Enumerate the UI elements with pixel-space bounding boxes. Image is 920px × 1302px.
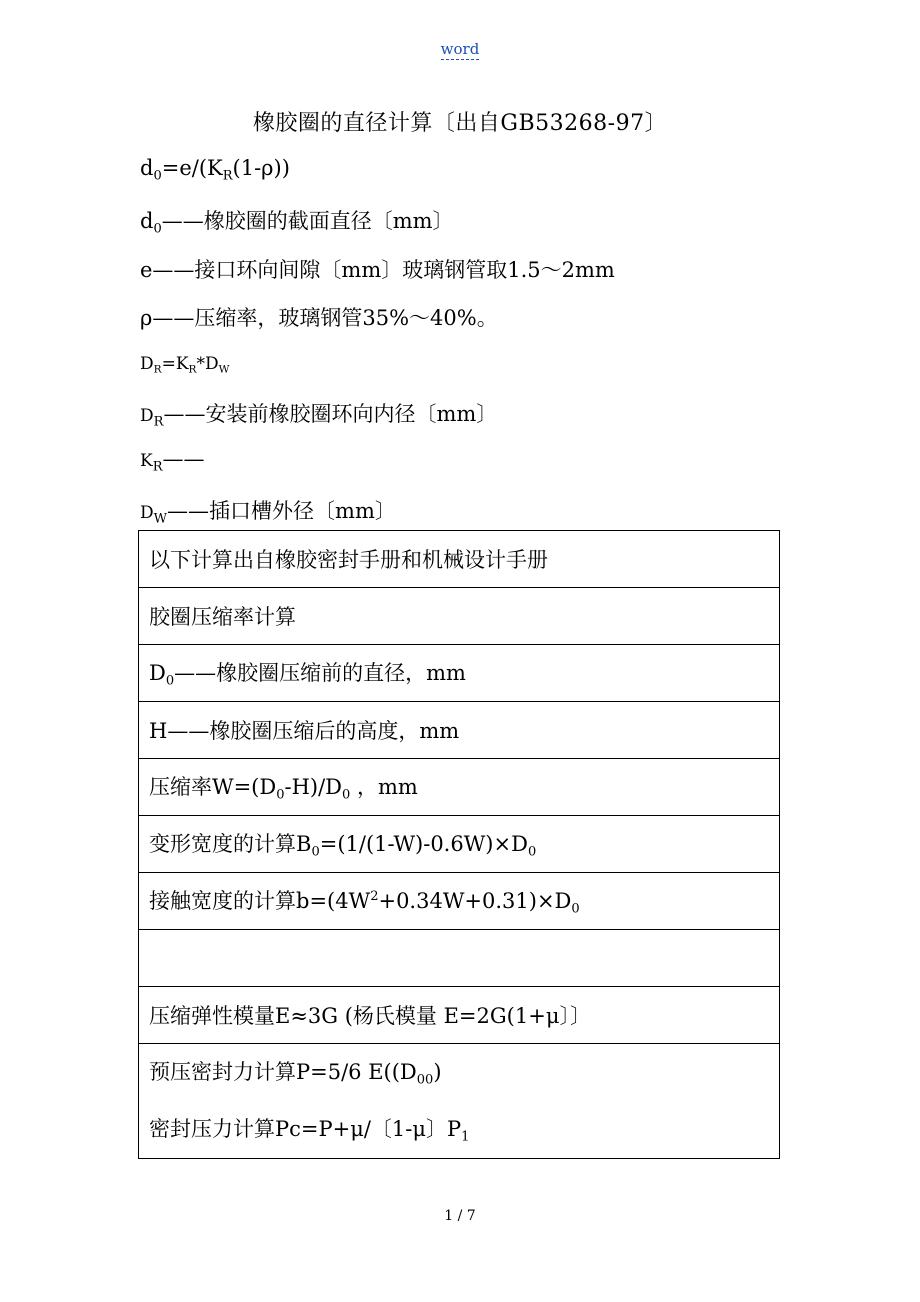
calculation-table <box>138 530 780 1159</box>
table-row <box>139 1044 780 1159</box>
table-row: 接触宽度的计算$b=(4W^2+0.34W+0.31)\times D_0$ <box>139 873 780 930</box>
preload-force-line: 预压密封力计算P=5/6 $E((D_{00})$ <box>149 1060 442 1088</box>
document-title: 橡胶圈的直径计算〔出自GB53268-97〕 <box>252 111 668 136</box>
definition-dr: $D_R——$安装前橡胶圈环向内径〔mm〕 <box>140 402 498 430</box>
page-header <box>0 40 920 58</box>
table-row: H——橡胶圈压缩后的高度，mm <box>139 702 780 759</box>
header-word-link[interactable]: word <box>440 40 480 58</box>
table-row: 变形宽度的计算$B_0=(1/(1-W)-0.6W)\times D_0$ <box>139 816 780 873</box>
seal-pressure-line: 密封压力计算Pc=P+μ/〔1-μ〕$P_1$ <box>149 1117 470 1145</box>
formula-dr: $D_R=K_R*D_W$ <box>140 354 230 376</box>
table-row: $D_0——$橡胶圈压缩前的直径，mm <box>139 645 780 702</box>
definition-e: e——接口环向间隙〔mm〕玻璃钢管取1.5～2mm <box>140 258 615 282</box>
table-row-empty <box>139 930 780 987</box>
definition-kr: $K_R——$ <box>140 447 205 475</box>
table-row: 压缩率$W=(D_0-H)/D_0$ ，mm <box>139 759 780 816</box>
formula-d0: $d_0=e/(K_R(1-\rho))$ <box>140 156 290 184</box>
table-row: 胶圈压缩率计算 <box>139 588 780 645</box>
definition-d0: $d_0——$橡胶圈的截面直径〔mm〕 <box>140 209 454 237</box>
table-row: 压缩弹性模量E≈3G (杨氏模量 E=2G(1+μ〕〕 <box>139 987 780 1044</box>
table-row: 以下计算出自橡胶密封手册和机械设计手册 <box>139 531 780 588</box>
page-number: 1 / 7 <box>444 1208 476 1224</box>
definition-rho: ρ——压缩率，玻璃钢管35%～40%。 <box>140 306 498 330</box>
definition-dw: $D_W——$插口槽外径〔mm〕 <box>140 499 396 527</box>
